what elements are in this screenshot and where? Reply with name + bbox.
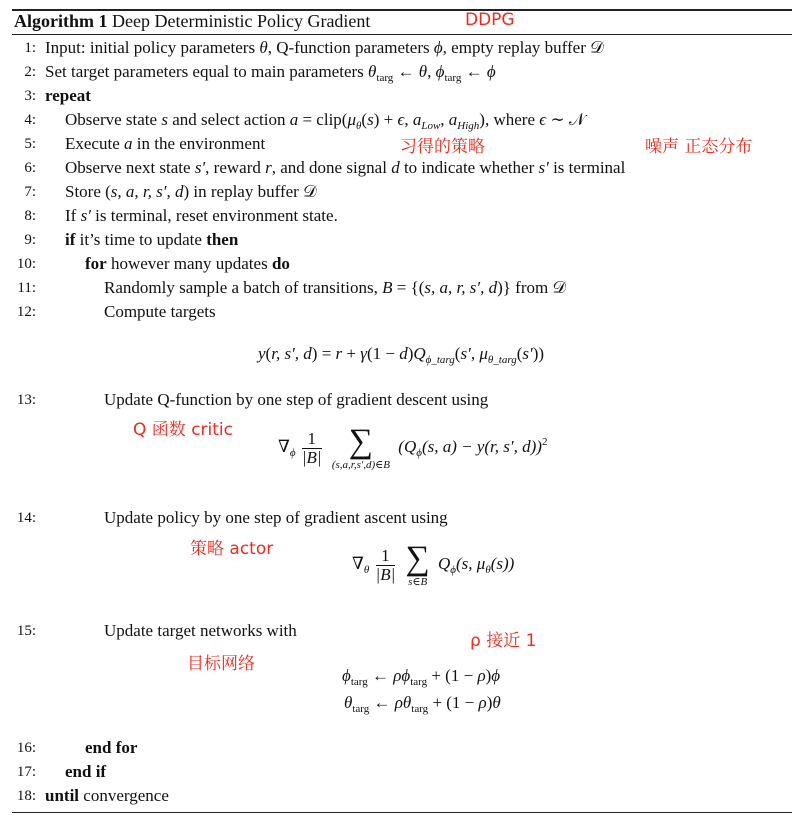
- text-segment: ,: [427, 62, 436, 81]
- algorithm-title: [14, 11, 370, 31]
- text-segment: ,: [470, 344, 480, 363]
- subscript: θ_targ: [487, 354, 517, 366]
- text-segment: d: [391, 158, 400, 177]
- title-rule: [12, 34, 792, 35]
- text-segment: is terminal, reset environment state.: [90, 206, 338, 225]
- text-segment: Update Q-function by one step of gradient descent using: [104, 390, 489, 409]
- text-segment: Store (: [65, 182, 111, 201]
- subscript: High: [457, 120, 480, 132]
- text-segment: Q: [413, 344, 426, 363]
- subscript: targ: [376, 72, 394, 84]
- text-segment: Compute targets: [104, 302, 216, 321]
- text-segment: repeat: [45, 86, 91, 105]
- text-segment: ←: [369, 693, 395, 712]
- algorithm-line: [104, 302, 216, 322]
- text-segment: until: [45, 786, 80, 805]
- text-segment: +: [342, 344, 361, 363]
- text-segment: s: [367, 110, 374, 129]
- nabla-sub: ϕ: [289, 446, 296, 459]
- text-segment: then: [206, 230, 239, 249]
- text-segment: for: [85, 254, 107, 273]
- algorithm-line: [104, 508, 448, 528]
- text-segment: s′: [194, 158, 206, 177]
- text-segment: If: [65, 206, 81, 225]
- text-segment: , empty replay buffer: [442, 38, 591, 57]
- text-segment: s, a, r, s′, d: [424, 278, 498, 297]
- eq-body3: (s)): [490, 553, 515, 573]
- line-number: 3:: [24, 88, 36, 104]
- algorithm-line: [85, 254, 290, 274]
- text-segment: end if: [65, 762, 107, 781]
- algorithm-line: [65, 158, 625, 178]
- sigma: ∑: [405, 540, 430, 577]
- equation-actor: [352, 542, 514, 588]
- annotation-q-critic: Q 函数 critic: [133, 420, 233, 440]
- text-segment: 𝒟: [590, 38, 604, 57]
- subscript: targ: [410, 676, 428, 688]
- nabla: ∇: [278, 436, 290, 456]
- text-segment: 𝒟: [552, 278, 567, 297]
- text-segment: a: [289, 110, 299, 129]
- text-segment: Update target networks with: [104, 621, 297, 640]
- algorithm-line: [104, 278, 566, 298]
- text-segment: μ: [479, 344, 488, 363]
- text-segment: s: [161, 110, 168, 129]
- eq-sub2: θ: [485, 563, 491, 576]
- bottom-rule: [12, 812, 792, 813]
- text-segment: ρ: [478, 693, 487, 712]
- text-segment: convergence: [79, 786, 169, 805]
- text-segment: , Q-function parameters: [267, 38, 434, 57]
- text-segment: , and done signal: [271, 158, 392, 177]
- annotation-target-networks: 目标网络: [187, 654, 255, 674]
- line-number: 17:: [16, 764, 36, 780]
- annotation-learned-policy: 习得的策略: [400, 137, 485, 157]
- text-segment: = clip(: [298, 110, 348, 129]
- equation-phi-update: [342, 666, 500, 686]
- subscript: ϕ_targ: [425, 354, 455, 366]
- text-segment: Observe state: [65, 110, 162, 129]
- subscript: targ: [444, 72, 462, 84]
- text-segment: ): [486, 693, 493, 712]
- sigma: ∑: [348, 423, 374, 460]
- text-segment: ←: [461, 62, 487, 81]
- text-segment: θ: [259, 38, 268, 57]
- algorithm-line: [104, 390, 488, 410]
- text-segment: ϕ: [486, 62, 496, 81]
- text-segment: ϵ: [539, 110, 547, 129]
- text-segment: a: [448, 110, 458, 129]
- subscript: targ: [352, 703, 370, 715]
- line-number: 13:: [16, 392, 36, 408]
- text-segment: s′: [460, 344, 471, 363]
- text-segment: ): [485, 666, 492, 685]
- text-segment: d: [399, 344, 408, 363]
- equation-critic: [278, 425, 547, 471]
- equation-theta-update: [344, 693, 501, 713]
- text-segment: Set target parameters equal to main parameters: [45, 62, 369, 81]
- text-segment: B: [382, 278, 393, 297]
- algorithm-line: [45, 86, 91, 106]
- text-segment: s′: [80, 206, 91, 225]
- annotation-rho: ρ 接近 1: [470, 631, 537, 651]
- equation-target: [258, 344, 544, 364]
- subscript: targ: [411, 703, 429, 715]
- annotation-ddpg: DDPG: [465, 10, 515, 30]
- text-segment: and select action: [167, 110, 290, 129]
- text-segment: ρθ: [394, 693, 412, 712]
- text-segment: to indicate whether: [399, 158, 539, 177]
- nabla: ∇: [352, 553, 364, 573]
- line-number: 1:: [24, 40, 36, 56]
- text-segment: it’s time to update: [75, 230, 207, 249]
- text-segment: ,: [440, 110, 449, 129]
- text-segment: ϕ: [435, 62, 445, 81]
- line-number: 5:: [24, 136, 36, 152]
- text-segment: ϕ: [433, 38, 443, 57]
- denominator: |B|: [375, 564, 396, 584]
- text-segment: s′: [538, 158, 549, 177]
- text-segment: (1 −: [366, 344, 400, 363]
- line-number: 12:: [16, 304, 36, 320]
- text-segment: Randomly sample a batch of transitions,: [104, 278, 383, 297]
- text-segment: γ: [360, 344, 367, 363]
- text-segment: ←: [393, 62, 419, 81]
- annotation-noise: 噪声 正态分布: [645, 137, 753, 157]
- eq-sub: ϕ: [416, 446, 422, 459]
- text-segment: s, a, r, s′, d: [110, 182, 184, 201]
- text-segment: ) =: [311, 344, 336, 363]
- algorithm-label: Algorithm 1: [14, 11, 108, 31]
- algorithm-line: [65, 206, 338, 226]
- algorithm-name: Deep Deterministic Policy Gradient: [112, 11, 371, 31]
- line-number: 16:: [16, 740, 36, 756]
- text-segment: , reward: [205, 158, 266, 177]
- text-segment: ) in replay buffer: [183, 182, 304, 201]
- algorithm-line: [45, 38, 604, 58]
- text-segment: a: [124, 134, 133, 153]
- eq-body: Q: [438, 553, 451, 573]
- nabla-sub: θ: [363, 563, 370, 576]
- sum-limit: (s,a,r,s′,d)∈B: [331, 459, 391, 471]
- annotation-policy-actor: 策略 actor: [190, 539, 274, 559]
- text-segment: ϕ: [342, 666, 351, 685]
- subscript: θ: [356, 120, 362, 132]
- text-segment: a: [412, 110, 422, 129]
- text-segment: (: [516, 344, 523, 363]
- text-segment: + (1 −: [427, 666, 478, 685]
- text-segment: do: [271, 254, 290, 273]
- text-segment: ϵ: [397, 110, 405, 129]
- text-segment: Observe next state: [65, 158, 195, 177]
- text-segment: r: [335, 344, 343, 363]
- text-segment: + (1 −: [428, 693, 479, 712]
- eq-body: (Q: [398, 436, 417, 456]
- algorithm-line: [104, 621, 297, 641]
- text-segment: )} from: [497, 278, 553, 297]
- text-segment: Execute: [65, 134, 124, 153]
- line-number: 14:: [16, 510, 36, 526]
- algorithm-line: [65, 762, 106, 782]
- text-segment: μ: [347, 110, 357, 129]
- text-segment: ρϕ: [393, 666, 411, 685]
- algorithm-line: [65, 134, 265, 154]
- text-segment: 𝒟: [303, 182, 317, 201]
- text-segment: ρ: [477, 666, 486, 685]
- text-segment: r, s′, d: [271, 344, 312, 363]
- algorithm-line: [65, 110, 585, 130]
- algorithm-line: [45, 62, 496, 82]
- text-segment: ∼ 𝒩: [546, 110, 586, 129]
- text-segment: Update policy by one step of gradient ascent using: [104, 508, 448, 527]
- text-segment: = {(: [392, 278, 425, 297]
- line-number: 2:: [24, 64, 36, 80]
- algorithm-line: [65, 182, 317, 202]
- line-number: 4:: [24, 112, 36, 128]
- line-number: 7:: [24, 184, 36, 200]
- text-segment: θ: [344, 693, 353, 712]
- fraction: [376, 547, 396, 584]
- numerator: 1: [307, 428, 316, 448]
- text-segment: Input: initial policy parameters: [45, 38, 260, 57]
- algorithm-line: [85, 738, 137, 758]
- text-segment: ) +: [373, 110, 398, 129]
- text-segment: θ: [368, 62, 377, 81]
- text-segment: ←: [367, 666, 394, 685]
- text-segment: θ: [418, 62, 428, 81]
- text-segment: )): [532, 344, 545, 363]
- text-segment: ), where: [479, 110, 540, 129]
- text-segment: ): [407, 344, 414, 363]
- denominator: |B|: [301, 447, 322, 467]
- text-segment: ,: [404, 110, 413, 129]
- text-segment: θ: [492, 693, 501, 712]
- eq-body2: (s, a) − y(r, s′, d)): [421, 436, 542, 456]
- subscript: Low: [421, 120, 441, 132]
- line-number: 6:: [24, 160, 36, 176]
- eq-sup: 2: [541, 435, 548, 448]
- text-segment: however many updates: [106, 254, 272, 273]
- numerator: 1: [381, 545, 390, 565]
- text-segment: is terminal: [548, 158, 626, 177]
- text-segment: (: [265, 344, 272, 363]
- line-number: 11:: [17, 280, 36, 296]
- text-segment: s′: [522, 344, 533, 363]
- text-segment: if: [65, 230, 76, 249]
- summation: [332, 425, 390, 471]
- line-number: 15:: [16, 623, 36, 639]
- fraction: [302, 430, 322, 467]
- eq-sub: ϕ: [450, 563, 456, 576]
- text-segment: r: [265, 158, 272, 177]
- subscript: targ: [350, 676, 368, 688]
- eq-body2: (s, μ: [456, 553, 486, 573]
- algorithm-line: [45, 786, 169, 806]
- line-number: 8:: [24, 208, 36, 224]
- line-number: 9:: [24, 232, 36, 248]
- sum-limit: s∈B: [408, 576, 428, 588]
- summation: [406, 542, 430, 588]
- text-segment: y: [258, 344, 266, 363]
- text-segment: in the environment: [132, 134, 266, 153]
- line-number: 18:: [16, 788, 36, 804]
- text-segment: (: [454, 344, 461, 363]
- text-segment: end for: [85, 738, 138, 757]
- text-segment: (: [361, 110, 368, 129]
- text-segment: ϕ: [491, 666, 501, 685]
- line-number: 10:: [16, 256, 36, 272]
- algorithm-line: [65, 230, 238, 250]
